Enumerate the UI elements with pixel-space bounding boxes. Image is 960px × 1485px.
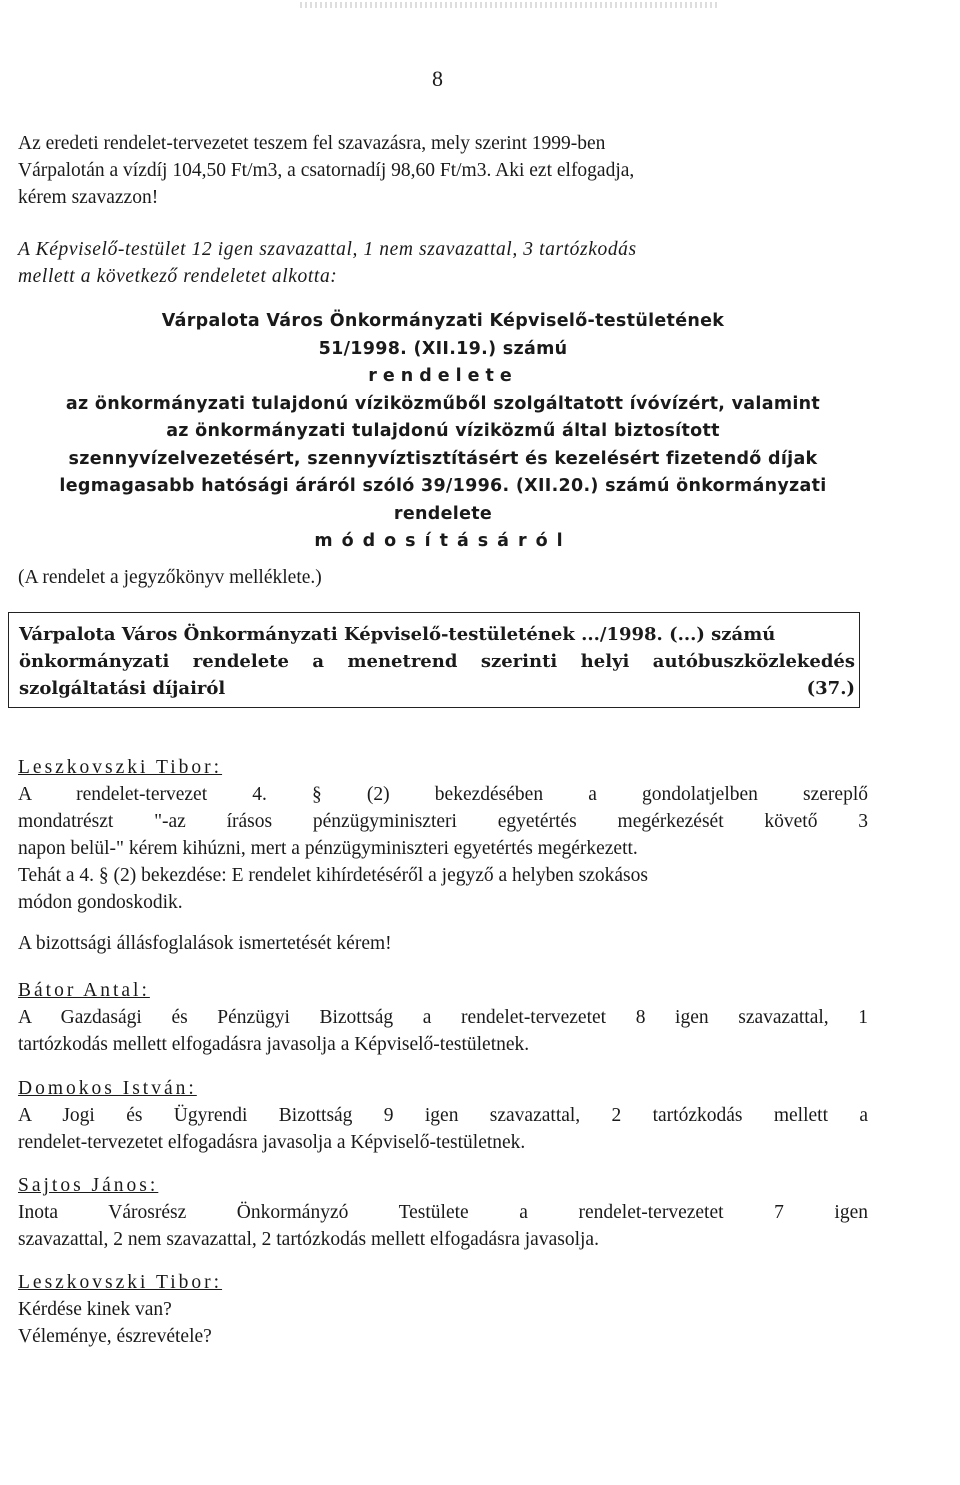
text-line: mellett a következő rendeletet alkotta: — [18, 266, 338, 287]
text-line: A Képviselő-testület 12 igen szavazattal, 1 nem szavazattal, 3 tartózkodás — [18, 239, 637, 260]
request-line: A bizottsági állásfoglalások ismertetését kérem! — [18, 933, 392, 954]
speech-leszkovszki-2 — [18, 1269, 868, 1350]
intro-paragraph — [18, 130, 868, 211]
text-line: módon gondoskodik. — [18, 892, 183, 913]
decree-line: módosításáról — [314, 531, 572, 551]
decree-note: (A rendelet a jegyzőkönyv melléklete.) — [18, 567, 322, 588]
text-line: Várpalotán a vízdíj 104,50 Ft/m3, a csatornadíj 98,60 Ft/m3. Aki ezt elfogadja, — [18, 160, 635, 181]
text-line: tartózkodás mellett elfogadásra javasolja a Képviselő-testületnek. — [18, 1034, 530, 1055]
decree-line: rendelete — [393, 503, 493, 524]
decree-line: Várpalota Város Önkormányzati Képviselő-testületének — [161, 311, 725, 331]
speaker-name: Bátor Antal: — [18, 980, 150, 1001]
text-line: napon belül-" kérem kihúzni, mert a pénzügyminiszteri egyetértés megérkezett. — [18, 838, 638, 859]
speaker-name: Leszkovszki Tibor: — [18, 757, 223, 778]
text-line: kérem szavazzon! — [18, 187, 159, 208]
agenda-line: önkormányzati rendelete a menetrend szerinti helyi autóbuszközlekedés — [19, 651, 855, 672]
text-line: mondatrészt "-az írásos pénzügyminiszteri egyetértés megérkezését követő 3 — [18, 811, 868, 832]
speech-bator — [18, 977, 868, 1058]
page-number: 8 — [432, 66, 443, 91]
text-line: A Jogi és Ügyrendi Bizottság 9 igen szavazattal, 2 tartózkodás mellett a — [18, 1105, 868, 1126]
text-line: Kérdése kinek van? — [18, 1299, 172, 1320]
decree-line: az önkormányzati tulajdonú víziközműből szolgáltatott ívóvízért, valamint — [65, 393, 821, 414]
decree-line: rendelete — [368, 366, 518, 386]
decree-title — [18, 308, 868, 556]
decree-line: legmagasabb hatósági áráról szóló 39/1996. (XII.20.) számú önkormányzati — [59, 476, 827, 496]
speaker-name: Sajtos János: — [18, 1175, 159, 1196]
agenda-box — [8, 612, 860, 708]
decree-line: szennyvízelvezetésért, szennyvíztisztításért és kezelésért fizetendő díjak — [68, 448, 818, 469]
text-line: A rendelet-tervezet 4. § (2) bekezdésében a gondolatjelben szereplő — [18, 784, 868, 805]
speaker-name: Domokos István: — [18, 1078, 197, 1099]
vote-result — [18, 236, 868, 290]
speaker-name: Leszkovszki Tibor: — [18, 1272, 223, 1293]
speech-leszkovszki-1 — [18, 754, 868, 916]
text-line: A Gazdasági és Pénzügyi Bizottság a rendelet-tervezetet 8 igen szavazattal, 1 — [18, 1007, 868, 1028]
speech-sajtos — [18, 1172, 868, 1253]
text-line: Véleménye, észrevétele? — [18, 1326, 212, 1347]
agenda-line: Várpalota Város Önkormányzati Képviselő-testületének .../1998. (...) számú — [19, 624, 776, 645]
agenda-line: szolgáltatási díjairól — [19, 678, 226, 699]
decree-line: 51/1998. (XII.19.) számú — [318, 338, 568, 359]
text-line: Tehát a 4. § (2) bekezdése: E rendelet kihírdetéséről a jegyző a helyben szokásos — [18, 865, 648, 886]
decree-line: az önkormányzati tulajdonú víziközmű által biztosított — [166, 421, 720, 441]
text-line: szavazattal, 2 nem szavazattal, 2 tartózkodás mellett elfogadásra javasolja. — [18, 1229, 599, 1250]
text-line: Az eredeti rendelet-tervezetet teszem fel szavazásra, mely szerint 1999-ben — [18, 133, 606, 154]
text-line: rendelet-tervezetet elfogadásra javasolja a Képviselő-testületnek. — [18, 1132, 526, 1153]
text-line: Inota Városrész Önkormányzó Testülete a rendelet-tervezetet 7 igen — [18, 1202, 868, 1223]
speech-domokos — [18, 1075, 868, 1156]
scan-artifact — [300, 2, 720, 8]
agenda-item-number: (37.) — [806, 678, 855, 699]
